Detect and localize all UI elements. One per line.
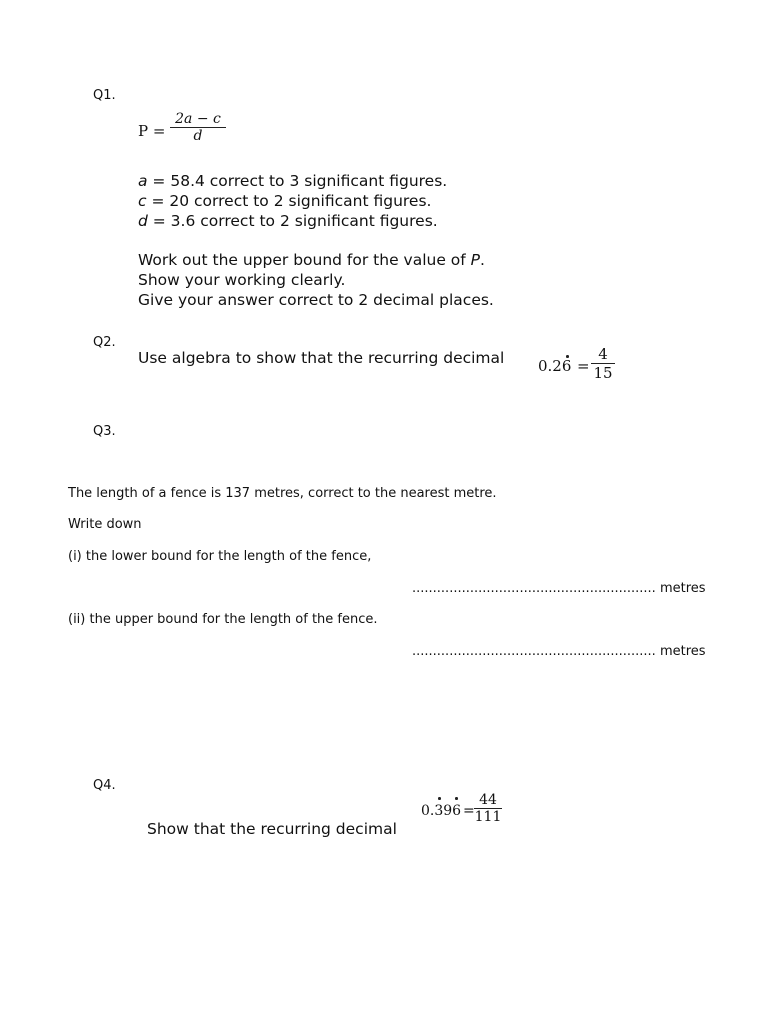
q3-answer-line-ii: ........................................................... metres [412, 644, 706, 659]
condition-c-text: = 20 correct to 2 significant figures. [146, 192, 432, 210]
q4-numerator: 44 [479, 792, 497, 808]
q2-equals: = [577, 357, 590, 375]
q1-instruction-2: Show your working clearly. [138, 271, 346, 289]
q2-denominator: 15 [593, 364, 613, 382]
q4-label: Q4. [93, 778, 116, 793]
q2-numerator: 4 [598, 345, 608, 363]
q3-label: Q3. [93, 424, 116, 439]
q3-part-ii: (ii) the upper bound for the length of the fence. [68, 612, 378, 627]
var-c: c [138, 192, 147, 210]
q2-text: Use algebra to show that the recurring decimal [138, 349, 505, 367]
q1-instruction-3: Give your answer correct to 2 decimal places. [138, 291, 494, 309]
q2-label: Q2. [93, 335, 116, 350]
condition-d-text: = 3.6 correct to 2 significant figures. [147, 212, 438, 230]
q4-denominator: 111 [474, 809, 502, 825]
q4-decimal: 0.396 [421, 803, 462, 819]
var-d: d [138, 212, 148, 230]
condition-c [138, 191, 431, 211]
formula-lhs: P = [138, 122, 166, 140]
q4-text: Show that the recurring decimal [147, 820, 397, 838]
q1-label: Q1. [93, 88, 116, 103]
formula-denominator: d [193, 128, 203, 144]
q2-fraction [591, 345, 615, 382]
q1-instruction-1 [138, 250, 485, 270]
q2-decimal: 0.26 [538, 357, 572, 375]
var-p: P [470, 251, 481, 269]
q4-equals: = [463, 803, 475, 819]
formula-fraction [170, 111, 226, 144]
q3-answer-line-i: ........................................................... metres [412, 581, 706, 596]
q3-intro: The length of a fence is 137 metres, correct to the nearest metre. [68, 486, 497, 501]
condition-d [138, 211, 438, 231]
instr1-pre: Work out the upper bound for the value of [138, 251, 471, 269]
q3-write-down: Write down [68, 517, 142, 532]
q3-part-i: (i) the lower bound for the length of the fence, [68, 549, 372, 564]
recurring-dot-end [455, 797, 458, 800]
q4-fraction [474, 792, 502, 825]
formula-numerator: 2a − c [175, 111, 221, 127]
var-a: a [138, 172, 148, 190]
instr1-post: . [480, 251, 485, 269]
condition-a [138, 171, 447, 191]
recurring-dot-start [438, 797, 441, 800]
condition-a-text: = 58.4 correct to 3 significant figures. [147, 172, 448, 190]
recurring-dot [566, 355, 569, 358]
